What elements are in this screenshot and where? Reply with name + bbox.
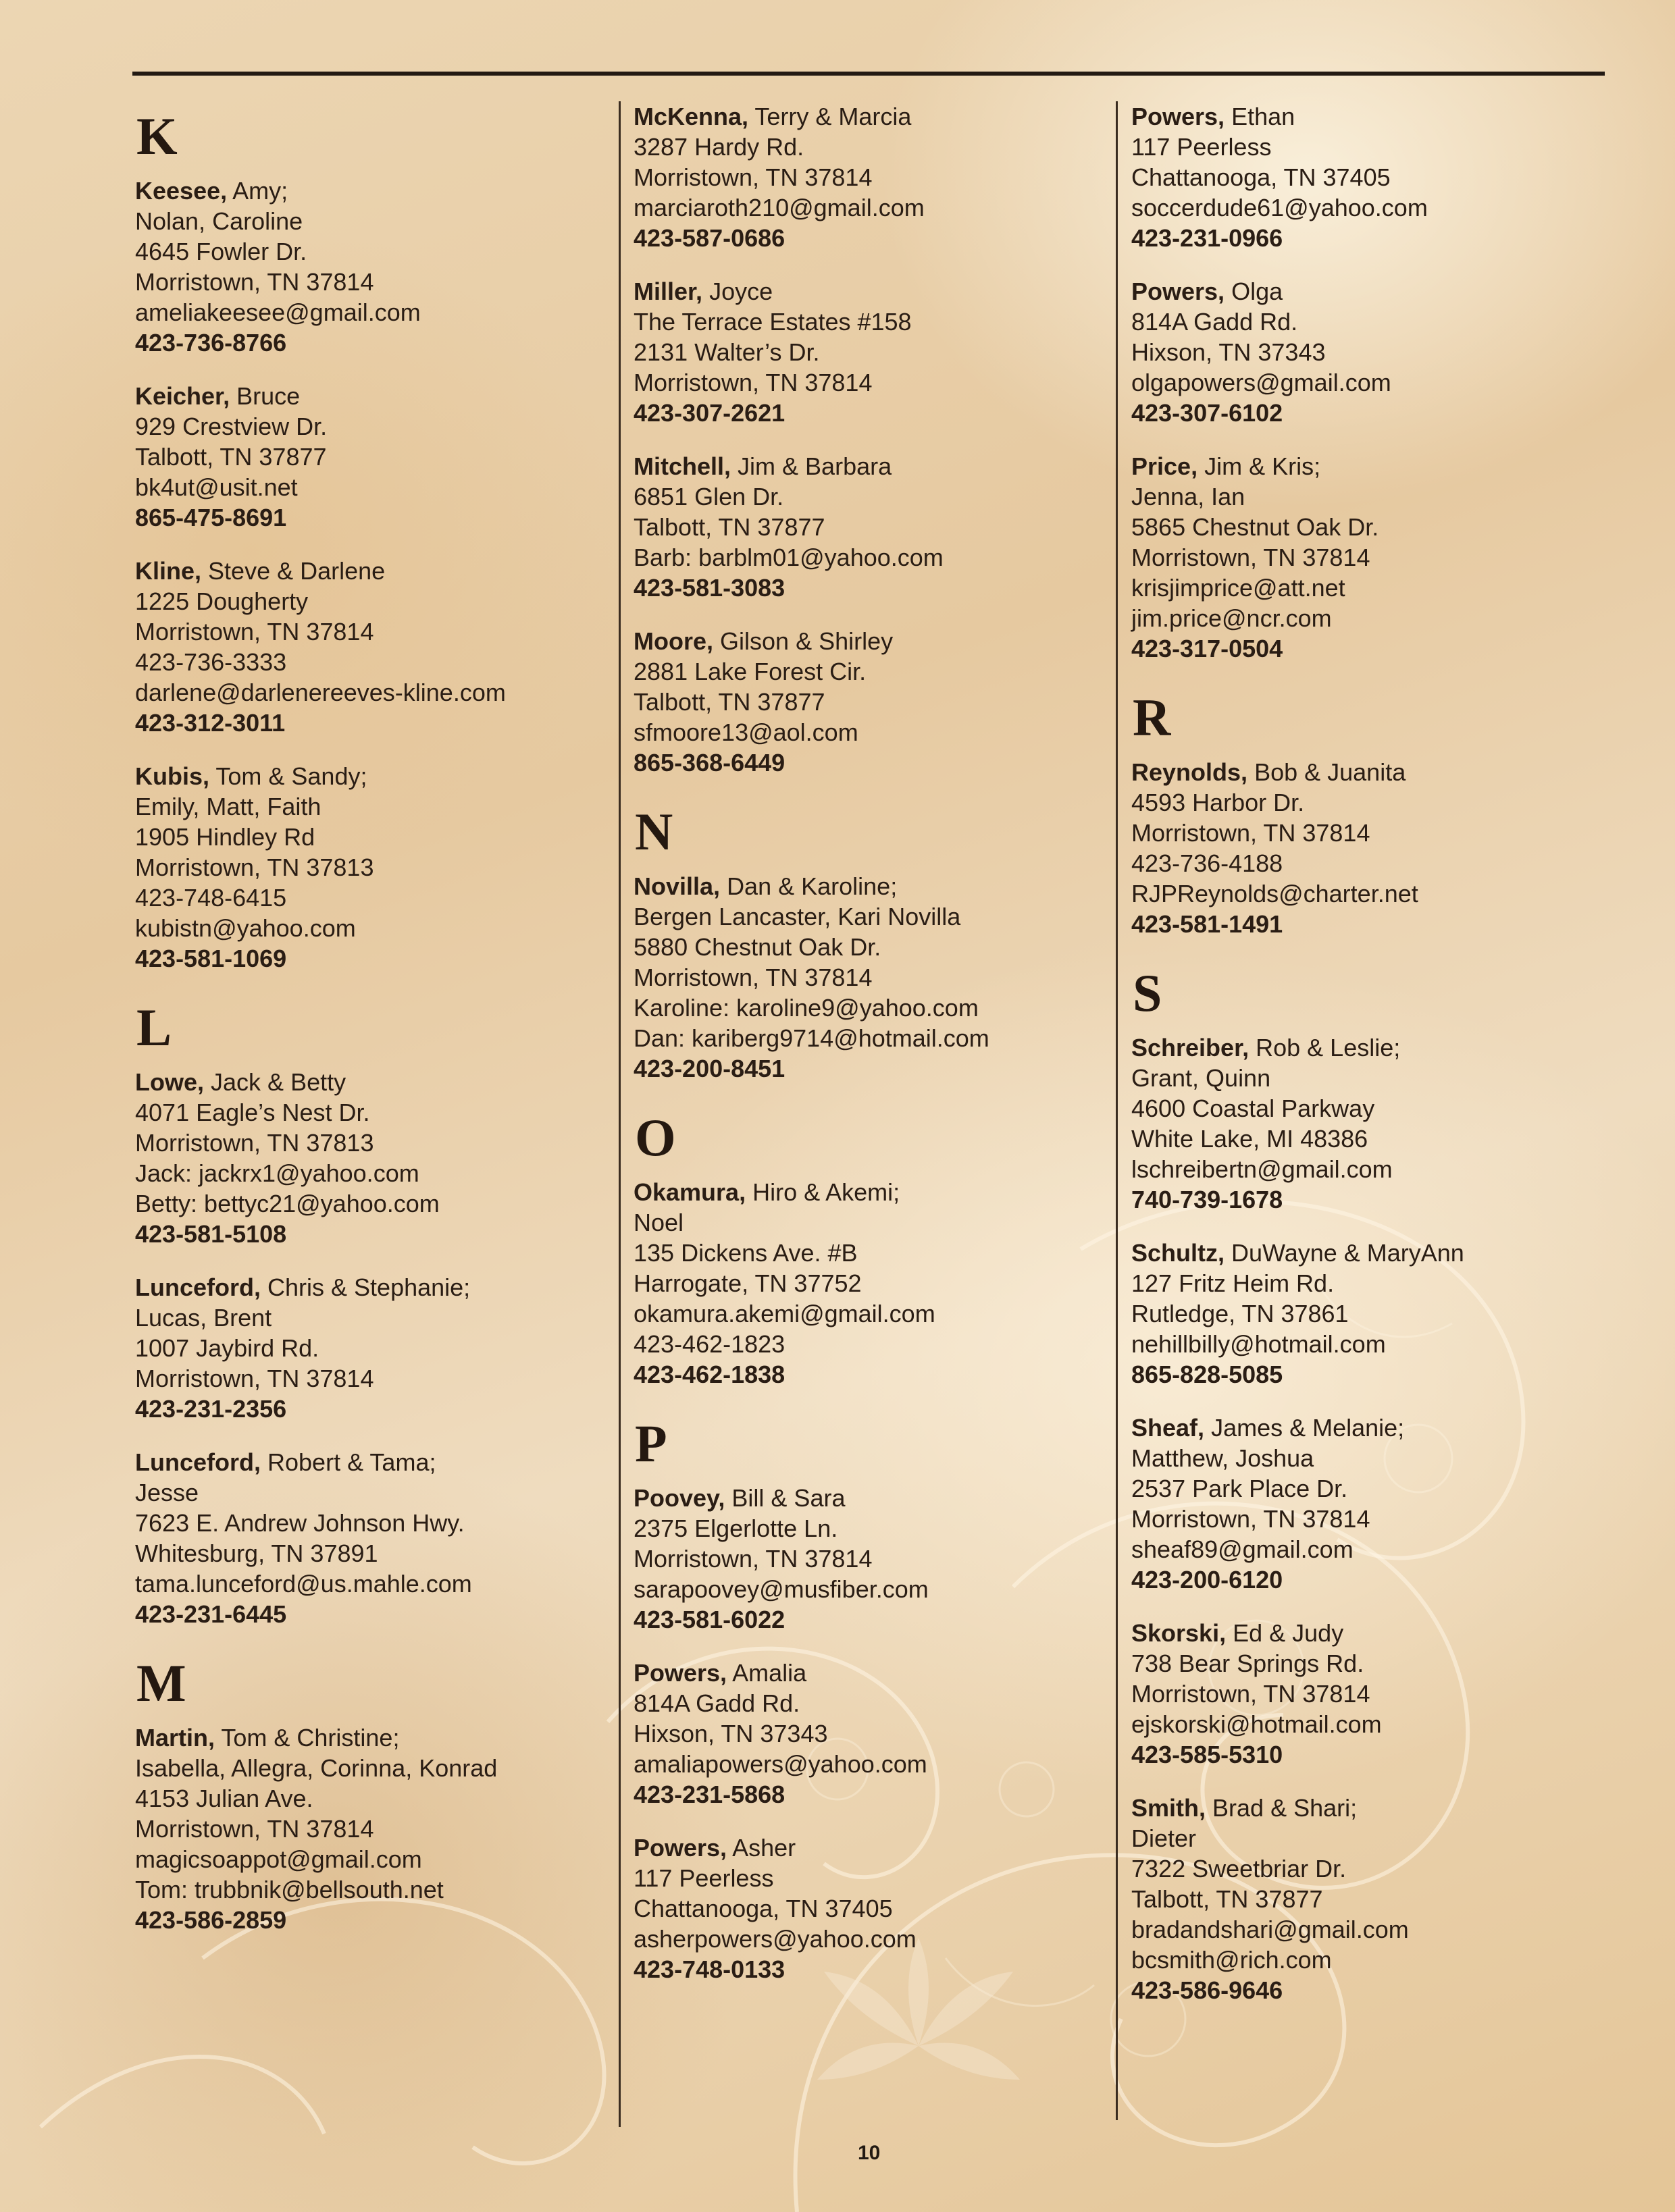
- entry-given-names: Bruce: [236, 382, 301, 410]
- directory-entry: [634, 451, 1106, 603]
- entry-detail-line: olgapowers@gmail.com: [1131, 369, 1391, 396]
- entry-detail-line: 7623 E. Andrew Johnson Hwy.: [135, 1509, 465, 1537]
- entry-detail-line: Morristown, TN 37814: [135, 268, 374, 296]
- entry-surname: Skorski,: [1131, 1619, 1227, 1647]
- entry-surname: Mitchell,: [634, 452, 731, 480]
- entry-detail-line: sheaf89@gmail.com: [1131, 1535, 1354, 1563]
- entry-detail-line: 2375 Elgerlotte Ln.: [634, 1515, 838, 1542]
- directory-entry: [634, 1483, 1106, 1635]
- page-number: 10: [858, 2142, 881, 2164]
- entry-name-line: [135, 381, 608, 411]
- section-letter: R: [1133, 688, 1171, 747]
- directory-entry: [135, 556, 608, 738]
- entry-name-line: [135, 176, 608, 206]
- entry-name-line: [135, 1272, 608, 1302]
- entry-name-line: [1131, 757, 1618, 787]
- entry-detail-line: Talbott, TN 37877: [135, 443, 327, 471]
- entry-surname: Powers,: [634, 1834, 727, 1862]
- entry-detail-line: 1225 Dougherty: [135, 587, 309, 615]
- entry-detail-line: Bergen Lancaster, Kari Novilla: [634, 903, 961, 930]
- entry-detail-line: Tom: trubbnik@bellsouth.net: [135, 1876, 444, 1903]
- directory-entry: [634, 871, 1106, 1084]
- section-letter: P: [635, 1414, 667, 1473]
- directory-entry: [135, 1272, 608, 1424]
- entry-phone: 423-586-2859: [135, 1906, 287, 1934]
- entry-detail-line: Morristown, TN 37814: [634, 964, 873, 991]
- entry-detail-line: Isabella, Allegra, Corinna, Konrad: [135, 1754, 498, 1782]
- entry-surname: Lowe,: [135, 1068, 205, 1096]
- directory-entry: [1131, 276, 1618, 428]
- entry-detail-line: Betty: bettyc21@yahoo.com: [135, 1190, 440, 1217]
- entry-detail-line: soccerdude61@yahoo.com: [1131, 194, 1428, 221]
- entry-surname: Keicher,: [135, 382, 230, 410]
- entry-detail-line: Chattanooga, TN 37405: [1131, 163, 1391, 191]
- entry-detail-line: lschreibertn@gmail.com: [1131, 1155, 1393, 1183]
- entry-detail-line: 738 Bear Springs Rd.: [1131, 1650, 1364, 1677]
- entry-name-line: [1131, 1793, 1618, 1823]
- entry-detail-line: 135 Dickens Ave. #B: [634, 1239, 858, 1267]
- entry-given-names: James & Melanie;: [1211, 1414, 1405, 1442]
- entry-detail-line: Talbott, TN 37877: [634, 688, 825, 716]
- entry-given-names: Steve & Darlene: [208, 557, 386, 585]
- entry-detail-line: Morristown, TN 37813: [135, 853, 374, 881]
- entry-name-line: [1131, 276, 1618, 307]
- entry-surname: Price,: [1131, 452, 1198, 480]
- entry-phone: 423-231-0966: [1131, 224, 1283, 252]
- entry-detail-line: 1007 Jaybird Rd.: [135, 1334, 319, 1362]
- entry-surname: Lunceford,: [135, 1448, 261, 1476]
- directory-entry: [1131, 757, 1618, 939]
- entry-detail-line: 4153 Julian Ave.: [135, 1785, 313, 1812]
- directory-entry: [135, 176, 608, 358]
- entry-surname: Poovey,: [634, 1484, 725, 1512]
- entry-phone: 423-317-0504: [1131, 635, 1283, 662]
- entry-detail-line: 423-736-4188: [1131, 849, 1283, 877]
- entry-detail-line: ejskorski@hotmail.com: [1131, 1710, 1382, 1738]
- entry-surname: Novilla,: [634, 872, 721, 900]
- entry-phone: 423-581-3083: [634, 574, 785, 602]
- entry-detail-line: 7322 Sweetbriar Dr.: [1131, 1855, 1347, 1882]
- entry-name-line: [634, 101, 1106, 132]
- entry-detail-line: krisjimprice@att.net: [1131, 574, 1345, 602]
- entry-detail-line: Morristown, TN 37814: [634, 1545, 873, 1573]
- entry-surname: Kubis,: [135, 762, 210, 790]
- directory-entry: [1131, 451, 1618, 664]
- entry-name-line: [634, 276, 1106, 307]
- entry-detail-line: Morristown, TN 37814: [135, 1815, 374, 1843]
- entry-detail-line: 4600 Coastal Parkway: [1131, 1095, 1375, 1122]
- entry-detail-line: nehillbilly@hotmail.com: [1131, 1330, 1386, 1358]
- entry-surname: Martin,: [135, 1724, 215, 1752]
- entry-given-names: Robert & Tama;: [267, 1448, 436, 1476]
- entry-detail-line: Morristown, TN 37814: [1131, 544, 1370, 571]
- entry-detail-line: Jack: jackrx1@yahoo.com: [135, 1159, 419, 1187]
- entry-given-names: Tom & Sandy;: [215, 762, 367, 790]
- entry-given-names: Bob & Juanita: [1254, 758, 1406, 786]
- entry-detail-line: 814A Gadd Rd.: [634, 1689, 800, 1717]
- directory-entry: [634, 101, 1106, 253]
- entry-name-line: [1131, 1032, 1618, 1063]
- entry-surname: Keesee,: [135, 177, 228, 205]
- directory-entry: [634, 626, 1106, 778]
- entry-detail-line: amaliapowers@yahoo.com: [634, 1750, 927, 1778]
- top-rule: [132, 72, 1605, 76]
- directory-entry: [135, 761, 608, 974]
- entry-phone: 423-581-1069: [135, 945, 287, 972]
- entry-detail-line: Noel: [634, 1209, 684, 1236]
- entry-phone: 423-231-2356: [135, 1395, 287, 1423]
- directory-entry: [634, 276, 1106, 428]
- entry-given-names: Tom & Christine;: [221, 1724, 400, 1752]
- section-letter: L: [136, 998, 172, 1057]
- entry-name-line: [1131, 451, 1618, 481]
- entry-phone: 865-828-5085: [1131, 1361, 1283, 1388]
- entry-surname: Powers,: [1131, 278, 1225, 305]
- entry-detail-line: 6851 Glen Dr.: [634, 483, 784, 510]
- entry-detail-line: 1905 Hindley Rd: [135, 823, 315, 851]
- column-divider: [619, 101, 621, 2127]
- entry-given-names: Joyce: [709, 278, 773, 305]
- entry-surname: Reynolds,: [1131, 758, 1248, 786]
- entry-detail-line: Hixson, TN 37343: [634, 1720, 828, 1747]
- column-divider: [1116, 101, 1118, 2120]
- entry-detail-line: sfmoore13@aol.com: [634, 718, 858, 746]
- section-letter: M: [136, 1654, 186, 1712]
- entry-detail-line: asherpowers@yahoo.com: [634, 1925, 917, 1953]
- entry-detail-line: darlene@darlenereeves-kline.com: [135, 679, 506, 706]
- entry-given-names: Ed & Judy: [1233, 1619, 1344, 1647]
- entry-detail-line: 2131 Walter’s Dr.: [634, 338, 820, 366]
- entry-phone: 423-462-1838: [634, 1361, 785, 1388]
- entry-phone: 740-739-1678: [1131, 1186, 1283, 1213]
- entry-surname: Miller,: [634, 278, 703, 305]
- entry-name-line: [135, 556, 608, 586]
- entry-detail-line: jim.price@ncr.com: [1131, 604, 1332, 632]
- entry-given-names: Brad & Shari;: [1212, 1794, 1358, 1822]
- entry-detail-line: 127 Fritz Heim Rd.: [1131, 1269, 1335, 1297]
- entry-phone: 423-312-3011: [135, 709, 286, 737]
- entry-detail-line: bk4ut@usit.net: [135, 473, 298, 501]
- directory-column-2: [634, 101, 1106, 2007]
- entry-name-line: [135, 761, 608, 791]
- entry-detail-line: ameliakeesee@gmail.com: [135, 298, 421, 326]
- entry-detail-line: 2881 Lake Forest Cir.: [634, 658, 867, 685]
- entry-detail-line: 117 Peerless: [1131, 133, 1272, 161]
- entry-detail-line: Talbott, TN 37877: [1131, 1885, 1323, 1913]
- entry-detail-line: Chattanooga, TN 37405: [634, 1895, 893, 1922]
- entry-surname: Lunceford,: [135, 1273, 261, 1301]
- entry-given-names: Amalia: [732, 1659, 807, 1687]
- entry-detail-line: Barb: barblm01@yahoo.com: [634, 544, 944, 571]
- entry-name-line: [1131, 1413, 1618, 1443]
- entry-detail-line: Rutledge, TN 37861: [1131, 1300, 1349, 1327]
- entry-detail-line: Morristown, TN 37814: [634, 369, 873, 396]
- entry-phone: 423-736-8766: [135, 329, 287, 357]
- entry-given-names: Chris & Stephanie;: [267, 1273, 471, 1301]
- entry-given-names: Terry & Marcia: [754, 103, 912, 130]
- entry-detail-line: Dan: kariberg9714@hotmail.com: [634, 1024, 989, 1052]
- entry-name-line: [634, 871, 1106, 901]
- directory-column-1: [135, 101, 608, 1958]
- entry-detail-line: Morristown, TN 37813: [135, 1129, 374, 1157]
- entry-name-line: [634, 1833, 1106, 1863]
- directory-entry: [634, 1833, 1106, 1984]
- entry-surname: Okamura,: [634, 1178, 746, 1206]
- directory-entry: [1131, 1618, 1618, 1770]
- entry-phone: 423-307-6102: [1131, 399, 1283, 427]
- entry-detail-line: 3287 Hardy Rd.: [634, 133, 804, 161]
- entry-detail-line: magicsoappot@gmail.com: [135, 1845, 422, 1873]
- entry-detail-line: 2537 Park Place Dr.: [1131, 1475, 1348, 1502]
- entry-surname: McKenna,: [634, 103, 749, 130]
- entry-given-names: Asher: [732, 1834, 796, 1862]
- directory-entry: [135, 1067, 608, 1249]
- entry-surname: Moore,: [634, 627, 714, 655]
- entry-name-line: [135, 1722, 608, 1753]
- entry-detail-line: bcsmith@rich.com: [1131, 1946, 1332, 1974]
- entry-detail-line: Morristown, TN 37814: [135, 1365, 374, 1392]
- entry-phone: 423-586-9646: [1131, 1976, 1283, 2004]
- directory-entry: [1131, 1413, 1618, 1595]
- entry-detail-line: RJPReynolds@charter.net: [1131, 880, 1418, 907]
- entry-given-names: Ethan: [1231, 103, 1295, 130]
- directory-entry: [1131, 101, 1618, 253]
- entry-detail-line: 814A Gadd Rd.: [1131, 308, 1298, 336]
- entry-phone: 423-585-5310: [1131, 1741, 1283, 1768]
- entry-detail-line: Karoline: karoline9@yahoo.com: [634, 994, 979, 1022]
- entry-detail-line: Matthew, Joshua: [1131, 1444, 1314, 1472]
- entry-detail-line: Emily, Matt, Faith: [135, 793, 321, 820]
- entry-name-line: [634, 1483, 1106, 1513]
- entry-surname: Schreiber,: [1131, 1034, 1249, 1061]
- entry-detail-line: 423-462-1823: [634, 1330, 785, 1358]
- entry-detail-line: okamura.akemi@gmail.com: [634, 1300, 935, 1327]
- entry-phone: 423-307-2621: [634, 399, 785, 427]
- directory-entry: [135, 1447, 608, 1629]
- entry-given-names: Olga: [1231, 278, 1283, 305]
- entry-phone: 423-748-0133: [634, 1955, 785, 1983]
- entry-surname: Sheaf,: [1131, 1414, 1205, 1442]
- entry-phone: 423-200-6120: [1131, 1566, 1283, 1594]
- section-letter: O: [635, 1108, 676, 1167]
- entry-name-line: [634, 1177, 1106, 1207]
- entry-detail-line: 423-748-6415: [135, 884, 287, 912]
- entry-given-names: Dan & Karoline;: [727, 872, 898, 900]
- entry-detail-line: Whitesburg, TN 37891: [135, 1539, 378, 1567]
- entry-given-names: Jim & Barbara: [738, 452, 892, 480]
- directory-entry: [634, 1177, 1106, 1390]
- entry-detail-line: 117 Peerless: [634, 1864, 774, 1892]
- entry-detail-line: Dieter: [1131, 1824, 1197, 1852]
- entry-detail-line: kubistn@yahoo.com: [135, 914, 356, 942]
- entry-detail-line: Harrogate, TN 37752: [634, 1269, 862, 1297]
- entry-detail-line: marciaroth210@gmail.com: [634, 194, 925, 221]
- entry-detail-line: Lucas, Brent: [135, 1304, 272, 1332]
- entry-phone: 423-581-5108: [135, 1220, 287, 1248]
- entry-name-line: [135, 1067, 608, 1097]
- section-letter: N: [635, 802, 673, 861]
- directory-entry: [1131, 1793, 1618, 2005]
- directory-entry: [1131, 1238, 1618, 1390]
- entry-name-line: [634, 626, 1106, 656]
- entry-name-line: [135, 1447, 608, 1477]
- entry-detail-line: White Lake, MI 48386: [1131, 1125, 1368, 1153]
- section-letter: S: [1133, 964, 1162, 1022]
- directory-entry: [135, 381, 608, 533]
- entry-given-names: Hiro & Akemi;: [752, 1178, 900, 1206]
- entry-detail-line: sarapoovey@musfiber.com: [634, 1575, 929, 1603]
- directory-column-3: [1131, 101, 1618, 2028]
- entry-given-names: Rob & Leslie;: [1256, 1034, 1401, 1061]
- entry-name-line: [1131, 1618, 1618, 1648]
- entry-detail-line: 5865 Chestnut Oak Dr.: [1131, 513, 1379, 541]
- entry-surname: Powers,: [1131, 103, 1225, 130]
- entry-phone: 865-475-8691: [135, 504, 287, 531]
- entry-given-names: Amy;: [232, 177, 288, 205]
- entry-detail-line: Morristown, TN 37814: [1131, 819, 1370, 847]
- entry-detail-line: Hixson, TN 37343: [1131, 338, 1326, 366]
- entry-detail-line: The Terrace Estates #158: [634, 308, 912, 336]
- directory-entry: [634, 1658, 1106, 1810]
- entry-phone: 865-368-6449: [634, 749, 785, 776]
- entry-surname: Schultz,: [1131, 1239, 1225, 1267]
- entry-detail-line: Morristown, TN 37814: [1131, 1505, 1370, 1533]
- entry-detail-line: tama.lunceford@us.mahle.com: [135, 1570, 472, 1598]
- entry-phone: 423-581-1491: [1131, 910, 1283, 938]
- entry-given-names: Gilson & Shirley: [720, 627, 894, 655]
- directory-entry: [135, 1722, 608, 1935]
- entry-detail-line: 929 Crestview Dr.: [135, 413, 328, 440]
- entry-name-line: [1131, 1238, 1618, 1268]
- entry-detail-line: Grant, Quinn: [1131, 1064, 1271, 1092]
- entry-detail-line: Jesse: [135, 1479, 199, 1506]
- entry-detail-line: 423-736-3333: [135, 648, 287, 676]
- entry-detail-line: 4593 Harbor Dr.: [1131, 789, 1305, 816]
- entry-phone: 423-231-5868: [634, 1781, 785, 1808]
- entry-detail-line: Morristown, TN 37814: [135, 618, 374, 646]
- entry-detail-line: 4071 Eagle’s Nest Dr.: [135, 1099, 370, 1126]
- section-letter: K: [136, 107, 178, 165]
- entry-given-names: DuWayne & MaryAnn: [1231, 1239, 1464, 1267]
- entry-surname: Kline,: [135, 557, 202, 585]
- entry-phone: 423-200-8451: [634, 1055, 785, 1082]
- entry-detail-line: Talbott, TN 37877: [634, 513, 825, 541]
- entry-name-line: [634, 451, 1106, 481]
- entry-surname: Powers,: [634, 1659, 727, 1687]
- entry-detail-line: Morristown, TN 37814: [634, 163, 873, 191]
- entry-detail-line: Jenna, Ian: [1131, 483, 1245, 510]
- entry-surname: Smith,: [1131, 1794, 1206, 1822]
- entry-name-line: [1131, 101, 1618, 132]
- entry-phone: 423-587-0686: [634, 224, 785, 252]
- entry-name-line: [634, 1658, 1106, 1688]
- entry-given-names: Bill & Sara: [731, 1484, 846, 1512]
- entry-detail-line: 4645 Fowler Dr.: [135, 238, 307, 265]
- directory-entry: [1131, 1032, 1618, 1215]
- entry-detail-line: bradandshari@gmail.com: [1131, 1916, 1409, 1943]
- entry-detail-line: 5880 Chestnut Oak Dr.: [634, 933, 881, 961]
- entry-detail-line: Morristown, TN 37814: [1131, 1680, 1370, 1708]
- entry-phone: 423-231-6445: [135, 1600, 287, 1628]
- entry-given-names: Jack & Betty: [211, 1068, 346, 1096]
- entry-detail-line: Nolan, Caroline: [135, 207, 303, 235]
- entry-phone: 423-581-6022: [634, 1606, 785, 1633]
- entry-given-names: Jim & Kris;: [1204, 452, 1321, 480]
